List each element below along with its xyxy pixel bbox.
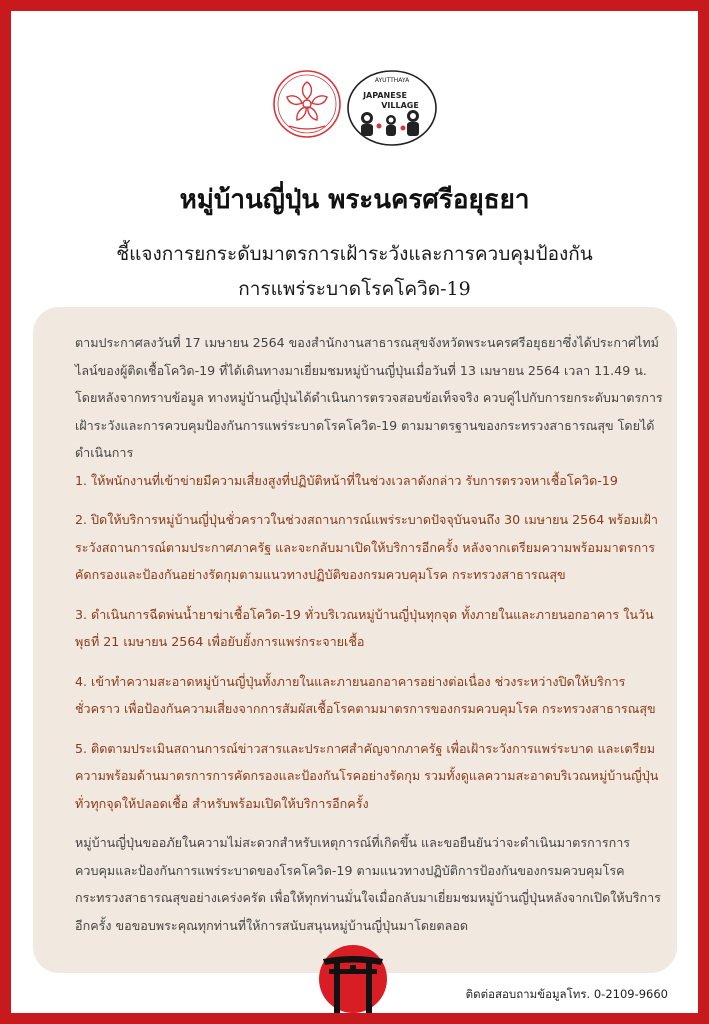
logo-village-line1: JAPANESE [363,91,407,100]
subtitle-line-1: ชี้แจงการยกระดับมาตรการเฝ้าระวังและการควบคุมป้องกัน [116,243,593,265]
logo-row [11,68,698,148]
contact-info: ติดต่อสอบถามข้อมูลโทร. 0-2109-9660 [465,987,668,1001]
torii-gate-icon [317,945,389,1013]
page-title: หมู่บ้านญี่ปุ่น พระนครศรีอยุธยา [179,185,530,215]
subtitle-line-2: การแพร่ระบาดโรคโควิด-19 [238,278,471,300]
sakura-emblem-icon [271,68,343,140]
list-item: 3. ดำเนินการฉีดพ่นน้ำยาฆ่าเชื้อโควิด-19 ทั่วบริเวณหมู่บ้านญี่ปุ่นทุกจุด ทั้งภายในและภายนอกอาคาร ในวันพุธที่ 21 เมษายน 2564 เพื่อยับยั้งการแพร่กระจายเชื้อ [75,606,654,649]
logo-village-top: AYUTTHAYA [374,77,410,84]
list-item: 1. ให้พนักงานที่เข้าข่ายมีความเสี่ยงสูงที่ปฏิบัติหน้าที่ในช่วงเวลาดังกล่าว รับการตรวจหาเชื้อโควิด-19 [75,472,618,488]
logo-village-line2: VILLAGE [381,101,419,110]
list-item: 2. ปิดให้บริการหมู่บ้านญี่ปุ่นชั่วคราวในช่วงสถานการณ์แพร่ระบาดปัจจุบันจนถึง 30 เมษายน 2564 พร้อมเฝ้าระวังสถานการณ์ตามประกาศภาครัฐ และจะกลับมาเปิดให้บริการอีกครั้ง หลังจากเตรียมความพร้อมมาตรการคัดกรองและป้องกันอย่างรัดกุมตามแนวทางปฏิบัติของกรมควบคุมโรค กระทรวงสาธารณสุข [75,512,658,582]
closing-paragraph: หมู่บ้านญี่ปุ่นขออภัยในความไม่สะดวกสำหรับเหตุการณ์ที่เกิดขึ้น และขอยืนยันว่าจะดำเนินมาตรการการควบคุมและป้องกันการแพร่ระบาดของโรคโควิด-19 ตามแนวทางปฏิบัติการป้องกันของกรมควบคุมโรค กระทรวงสาธารณสุขอย่างเคร่งครัด เพื่อให้ทุกท่านมั่นใจเมื่อกลับมาเยี่ยมชมหมู่บ้านญี่ปุ่นหลังจากเปิดให้บริการอีกครั้ง ขอขอบพระคุณทุกท่านที่ให้การสนับสนุนหมู่บ้านญี่ปุ่นมาโดยตลอด [75,835,661,933]
list-item: 4. เข้าทำความสะอาดหมู่บ้านญี่ปุ่นทั้งภายในและภายนอกอาคารอย่างต่อเนื่อง ช่วงระหว่างปิดให้บริการชั่วคราว เพื่อป้องกันความเสี่ยงจากการสัมผัสเชื้อโรคตามมาตรการของกรมควบคุมโรค กระทรวงสาธารณสุข [75,673,656,716]
japanese-village-logo-icon [345,68,439,148]
list-item: 5. ติดตามประเมินสถานการณ์ข่าวสารและประกาศสำคัญจากภาครัฐ เพื่อเฝ้าระวังการแพร่ระบาด และเตรียมความพร้อมด้านมาตรการการคัดกรองและป้องกันโรคอย่างรัดกุม รวมทั้งดูแลความสะอาดบริเวณหมู่บ้านญี่ปุ่นทั่วทุกจุดให้ปลอดเชื้อ สำหรับพร้อมเปิดให้บริการอีกครั้ง [75,740,659,811]
announcement-body [75,329,667,951]
intro-paragraph: ตามประกาศลงวันที่ 17 เมษายน 2564 ของสำนักงานสาธารณสุขจังหวัดพระนครศรีอยุธยาซึ่งได้ประกาศไทม์ไลน์ของผู้ติดเชื้อโควิด-19 ที่ได้เดินทางมาเยี่ยมชมหมู่บ้านญี่ปุ่นเมื่อวันที่ 13 เมษายน 2564 เวลา 11.49 น. โดยหลังจากทราบข้อมูล ทางหมู่บ้านญี่ปุ่นได้ดำเนินการตรวจสอบข้อเท็จจริง ควบคู่ไปกับการยกระดับมาตรการเฝ้าระวังและการควบคุมป้องกันการแพร่ระบาดโรคโควิด-19 ตามมาตรฐานของกระทรวงสาธารณสุข โดยได้ดำเนินการ [75,335,663,460]
